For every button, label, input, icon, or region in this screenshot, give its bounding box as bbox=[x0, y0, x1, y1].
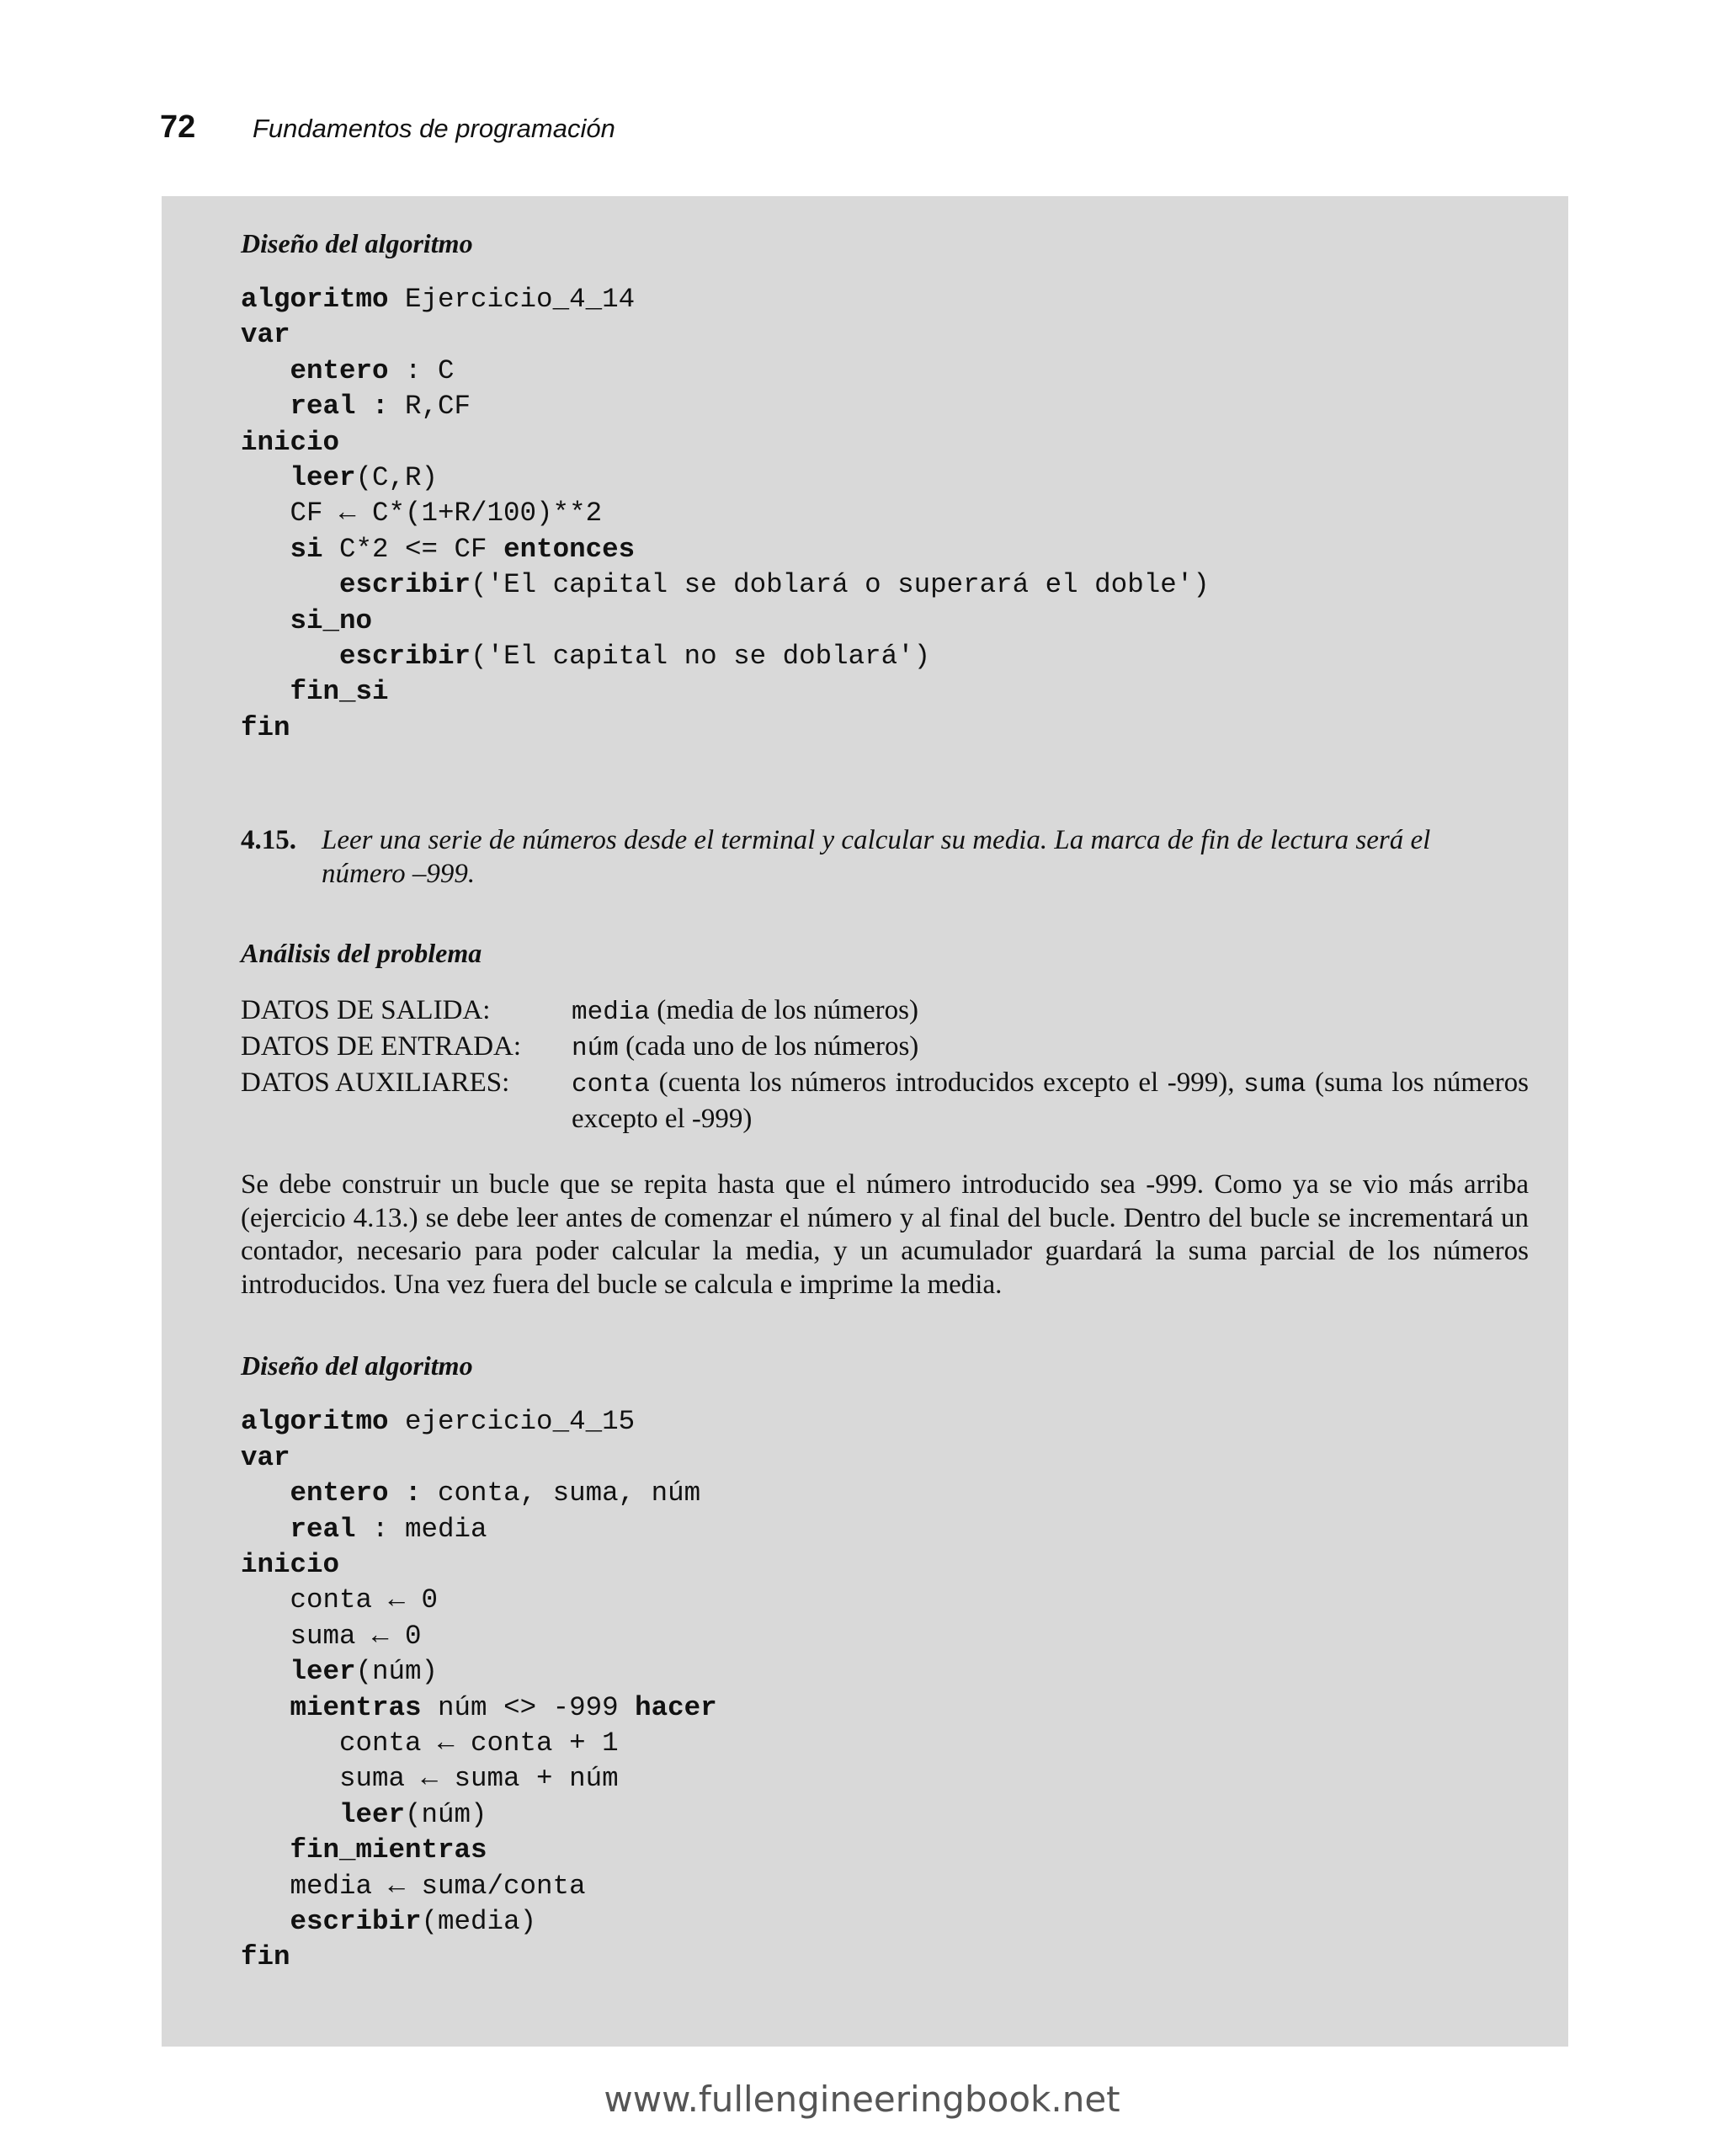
footer-url: www.fullengineeringbook.net bbox=[604, 2079, 1120, 2120]
code-text: conta ← conta + 1 bbox=[241, 1727, 619, 1759]
code-keyword: var bbox=[241, 319, 290, 351]
code-text bbox=[241, 676, 290, 707]
code-text: (núm) bbox=[355, 1656, 439, 1688]
data-row bbox=[241, 1030, 1529, 1066]
content-panel bbox=[162, 196, 1568, 2047]
code-text bbox=[241, 1656, 290, 1687]
code-line bbox=[241, 604, 1529, 639]
code-keyword: si bbox=[290, 533, 323, 565]
code-keyword: real bbox=[290, 1513, 356, 1545]
code-line bbox=[241, 639, 1529, 674]
code-block-ejercicio-4-14 bbox=[241, 282, 1529, 746]
code-line bbox=[241, 711, 1529, 746]
code-text: C*2 <= CF bbox=[322, 533, 504, 565]
code-line bbox=[241, 317, 1529, 353]
code-keyword: si_no bbox=[290, 604, 373, 636]
code-text bbox=[241, 1906, 290, 1937]
code-text: media ← suma/conta bbox=[241, 1870, 586, 1902]
code-text bbox=[241, 1799, 339, 1830]
code-line bbox=[241, 567, 1529, 603]
panel-content bbox=[241, 226, 1529, 1976]
code-text bbox=[241, 391, 290, 422]
code-line bbox=[241, 1476, 1529, 1511]
code-keyword: fin bbox=[241, 711, 290, 743]
code-line bbox=[241, 1869, 1529, 1904]
code-text: suma ← 0 bbox=[241, 1620, 422, 1652]
code-line bbox=[241, 1583, 1529, 1618]
code-line bbox=[241, 1512, 1529, 1547]
code-text: núm <> -999 bbox=[421, 1691, 636, 1723]
code-text: R,CF bbox=[388, 391, 471, 423]
code-keyword: leer bbox=[290, 1656, 356, 1688]
code-line bbox=[241, 1690, 1529, 1726]
code-line bbox=[241, 1940, 1529, 1975]
data-row bbox=[241, 993, 1529, 1030]
code-text: ('El capital no se doblará') bbox=[471, 641, 931, 673]
code-text: (media) bbox=[421, 1905, 537, 1937]
variable-name: núm bbox=[572, 1034, 619, 1064]
code-text: conta ← 0 bbox=[241, 1584, 439, 1616]
code-keyword: entero bbox=[290, 354, 389, 386]
data-row bbox=[241, 1066, 1529, 1136]
code-line bbox=[241, 496, 1529, 531]
variable-name: media bbox=[572, 998, 651, 1028]
code-line bbox=[241, 532, 1529, 567]
code-line bbox=[241, 1619, 1529, 1654]
code-keyword: algoritmo bbox=[241, 284, 389, 315]
exercise-number: 4.15. bbox=[241, 825, 296, 856]
data-value bbox=[572, 1066, 1529, 1136]
code-text: conta, suma, núm bbox=[421, 1477, 701, 1509]
code-line bbox=[241, 282, 1529, 317]
code-keyword: inicio bbox=[241, 1548, 340, 1580]
code-text: (núm) bbox=[405, 1798, 487, 1830]
code-text bbox=[241, 462, 290, 493]
code-keyword: real : bbox=[290, 391, 389, 423]
code-keyword: fin_si bbox=[290, 676, 389, 708]
code-keyword: escribir bbox=[339, 569, 471, 601]
code-keyword: var bbox=[241, 1441, 290, 1473]
code-text: suma ← suma + núm bbox=[241, 1763, 619, 1795]
code-text: : C bbox=[388, 354, 455, 386]
code-text: ejercicio_4_15 bbox=[388, 1406, 636, 1438]
code-keyword: algoritmo bbox=[241, 1406, 389, 1438]
variable-name: conta bbox=[572, 1070, 651, 1100]
page-number: 72 bbox=[160, 109, 196, 145]
code-line bbox=[241, 1833, 1529, 1868]
data-value bbox=[572, 993, 1529, 1030]
data-label: DATOS DE SALIDA: bbox=[241, 995, 491, 1026]
code-line bbox=[241, 1547, 1529, 1583]
data-definitions bbox=[241, 993, 1529, 1136]
exercise-text: Leer una serie de números desde el terminal y calcular su media. La marca de fin de lectura será el número –999. bbox=[322, 825, 1431, 890]
code-line bbox=[241, 674, 1529, 710]
data-label: DATOS DE ENTRADA: bbox=[241, 1031, 522, 1062]
code-keyword: fin bbox=[241, 1941, 290, 1973]
section-heading-analysis: Análisis del problema bbox=[241, 938, 482, 969]
running-title: Fundamentos de programación bbox=[253, 114, 615, 143]
code-text bbox=[241, 355, 290, 386]
code-line bbox=[241, 425, 1529, 460]
code-keyword: inicio bbox=[241, 426, 340, 458]
code-line bbox=[241, 354, 1529, 389]
code-text: ('El capital se doblará o superará el doble') bbox=[471, 569, 1210, 601]
code-line bbox=[241, 1761, 1529, 1797]
description-text: (suma los números excepto el -999) bbox=[572, 1067, 1529, 1135]
code-text bbox=[241, 1477, 290, 1509]
section-heading-design-1: Diseño del algoritmo bbox=[241, 228, 473, 258]
code-line bbox=[241, 389, 1529, 424]
code-keyword: entero : bbox=[290, 1477, 422, 1509]
variable-name: suma bbox=[1243, 1070, 1306, 1100]
code-keyword: hacer bbox=[635, 1691, 717, 1723]
code-text: CF ← C*(1+R/100)**2 bbox=[241, 498, 603, 530]
code-text: Ejercicio_4_14 bbox=[388, 284, 636, 315]
description-text: (cada uno de los números) bbox=[618, 1031, 919, 1062]
code-line bbox=[241, 1404, 1529, 1440]
code-line bbox=[241, 1654, 1529, 1690]
code-line bbox=[241, 1726, 1529, 1761]
code-keyword: leer bbox=[290, 462, 356, 494]
description-text: (media de los números) bbox=[650, 995, 918, 1026]
code-text: (C,R) bbox=[355, 462, 439, 494]
code-line bbox=[241, 1904, 1529, 1940]
code-line bbox=[241, 460, 1529, 496]
code-text bbox=[241, 534, 290, 565]
code-text bbox=[241, 641, 339, 672]
code-line bbox=[241, 1797, 1529, 1833]
code-text bbox=[241, 569, 339, 600]
code-keyword: fin_mientras bbox=[290, 1834, 487, 1866]
description-text: (cuenta los números introducidos excepto el -999), bbox=[650, 1067, 1244, 1099]
code-line bbox=[241, 1440, 1529, 1476]
data-label: DATOS AUXILIARES: bbox=[241, 1067, 510, 1099]
code-text bbox=[241, 1692, 290, 1723]
code-keyword: escribir bbox=[339, 641, 471, 673]
code-text bbox=[241, 605, 290, 636]
code-text bbox=[241, 1834, 290, 1866]
code-keyword: entonces bbox=[503, 533, 636, 565]
analysis-paragraph: Se debe construir un bucle que se repita hasta que el número introducido sea -999. Como ya se vio más arriba (ejercicio 4.13.) se debe leer antes de comenzar el número y al final del bucle. Dentro del bucle se incrementará un contador, necesario para poder calcular la media, y un acumulador guardará la suma parcial de los números introducidos. Una vez fuera del bucle se calcula e imprime la media. bbox=[241, 1169, 1529, 1300]
code-text: : media bbox=[355, 1513, 487, 1545]
code-block-ejercicio-4-15 bbox=[241, 1404, 1529, 1976]
code-text bbox=[241, 1514, 290, 1545]
section-heading-design-2: Diseño del algoritmo bbox=[241, 1350, 473, 1381]
code-keyword: leer bbox=[339, 1798, 406, 1830]
exercise-statement bbox=[241, 823, 1529, 891]
data-value bbox=[572, 1030, 1529, 1066]
code-keyword: mientras bbox=[290, 1691, 422, 1723]
code-keyword: escribir bbox=[290, 1905, 422, 1937]
